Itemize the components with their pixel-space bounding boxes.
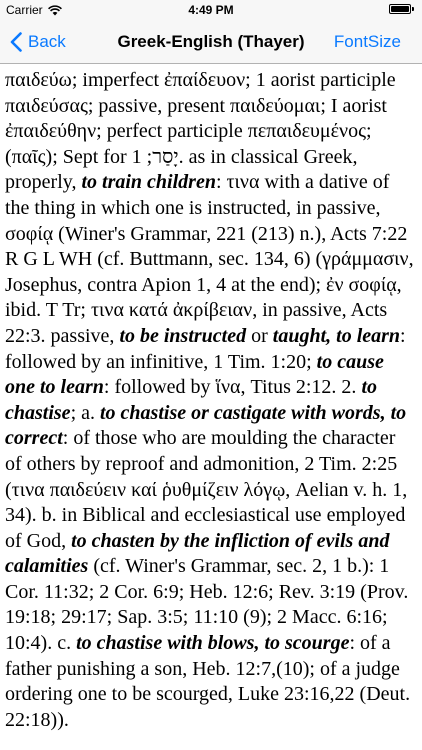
entry-text-run: (cf. Winer's Grammar, sec. 2, 1 b.): 1 Cor. 11:32; 2 Cor. 6:9; Heb. 12:6; Rev. 3:19 (Prov. 19:18; 29:17; Sap. 3:5; 11:10 (9); 2 Macc. 6:16; 10:4). c. [5,555,409,655]
emphasized-gloss: taught, to learn [272,324,401,347]
back-button-label: Back [28,32,66,51]
emphasized-gloss: to chastise with blows, to scourge [76,632,350,655]
emphasized-gloss: to chasten by the infliction of evils and calamities [5,529,390,578]
emphasized-gloss: to cause one to learn [5,350,384,399]
entry-text-run: : of a father punishing a son, Heb. 12:7,(10); of a judge ordering one to be scourged, Luke 23:16,22 (Deut. 22:18)). [5,632,411,731]
emphasized-gloss: to chastise or castigate with words, to correct [5,401,407,450]
font-size-button[interactable]: FontSize [333,32,401,51]
emphasized-gloss: to train children [81,171,216,194]
battery-level [391,6,409,12]
entry-text-run: ; a. [70,401,100,424]
definition-text [5,68,417,733]
entry-text-run: παιδεύω; imperfect ἐπαίδευον; 1 aorist participle παιδεύσας; passive, present παιδεύομαι; I aorist ἐπαιδεύθην; perfect participle πεπαιδευμένος; (παῖς); Sept for יָסַר; 1. as in classical Greek, properly, [5,69,396,194]
battery-body [389,4,411,14]
emphasized-gloss: to be instructed [119,324,247,347]
entry-text-run: : followed by an infinitive, 1 Tim. 1:20; [5,324,406,373]
entry-text-run: : τινα with a dative of the thing in which one is instructed, in passive, σοφίᾳ (Winer's Grammar, 221 (213) n.), Acts 7:22 R G L WH (cf. Buttmann, sec. 134, 6) (γράμμασιν, Josephus, contra Apion 1, 4 at the end); ἐν σοφίᾳ, ibid. T Tr; τινα κατά ἀκρίβειαν, in passive, Acts 22:3. passive, [5,171,414,347]
battery-icon [389,4,414,14]
emphasized-gloss: to chastise [5,376,377,424]
status-time: 4:49 PM [188,3,234,17]
navigation-bar [0,20,422,64]
page-title: Greek-English (Thayer) [117,32,305,51]
battery-cap [412,7,414,11]
entry-text-run: : of those who are moulding the character of others by reproof and admonition, 2 Tim. 2:25 (τινα παιδεύειν καί ῥυθμίζειν λόγῳ, Aelian v. h. 1, 34). b. in Biblical and ecclesiastical use employed of God, [5,427,408,552]
entry-text-run: : followed by ἵνα, Titus 2:12. 2. [103,376,362,399]
definition-content [5,68,417,750]
entry-text-run: or [246,324,273,347]
status-bar [0,0,422,20]
carrier-label: Carrier [6,3,43,17]
